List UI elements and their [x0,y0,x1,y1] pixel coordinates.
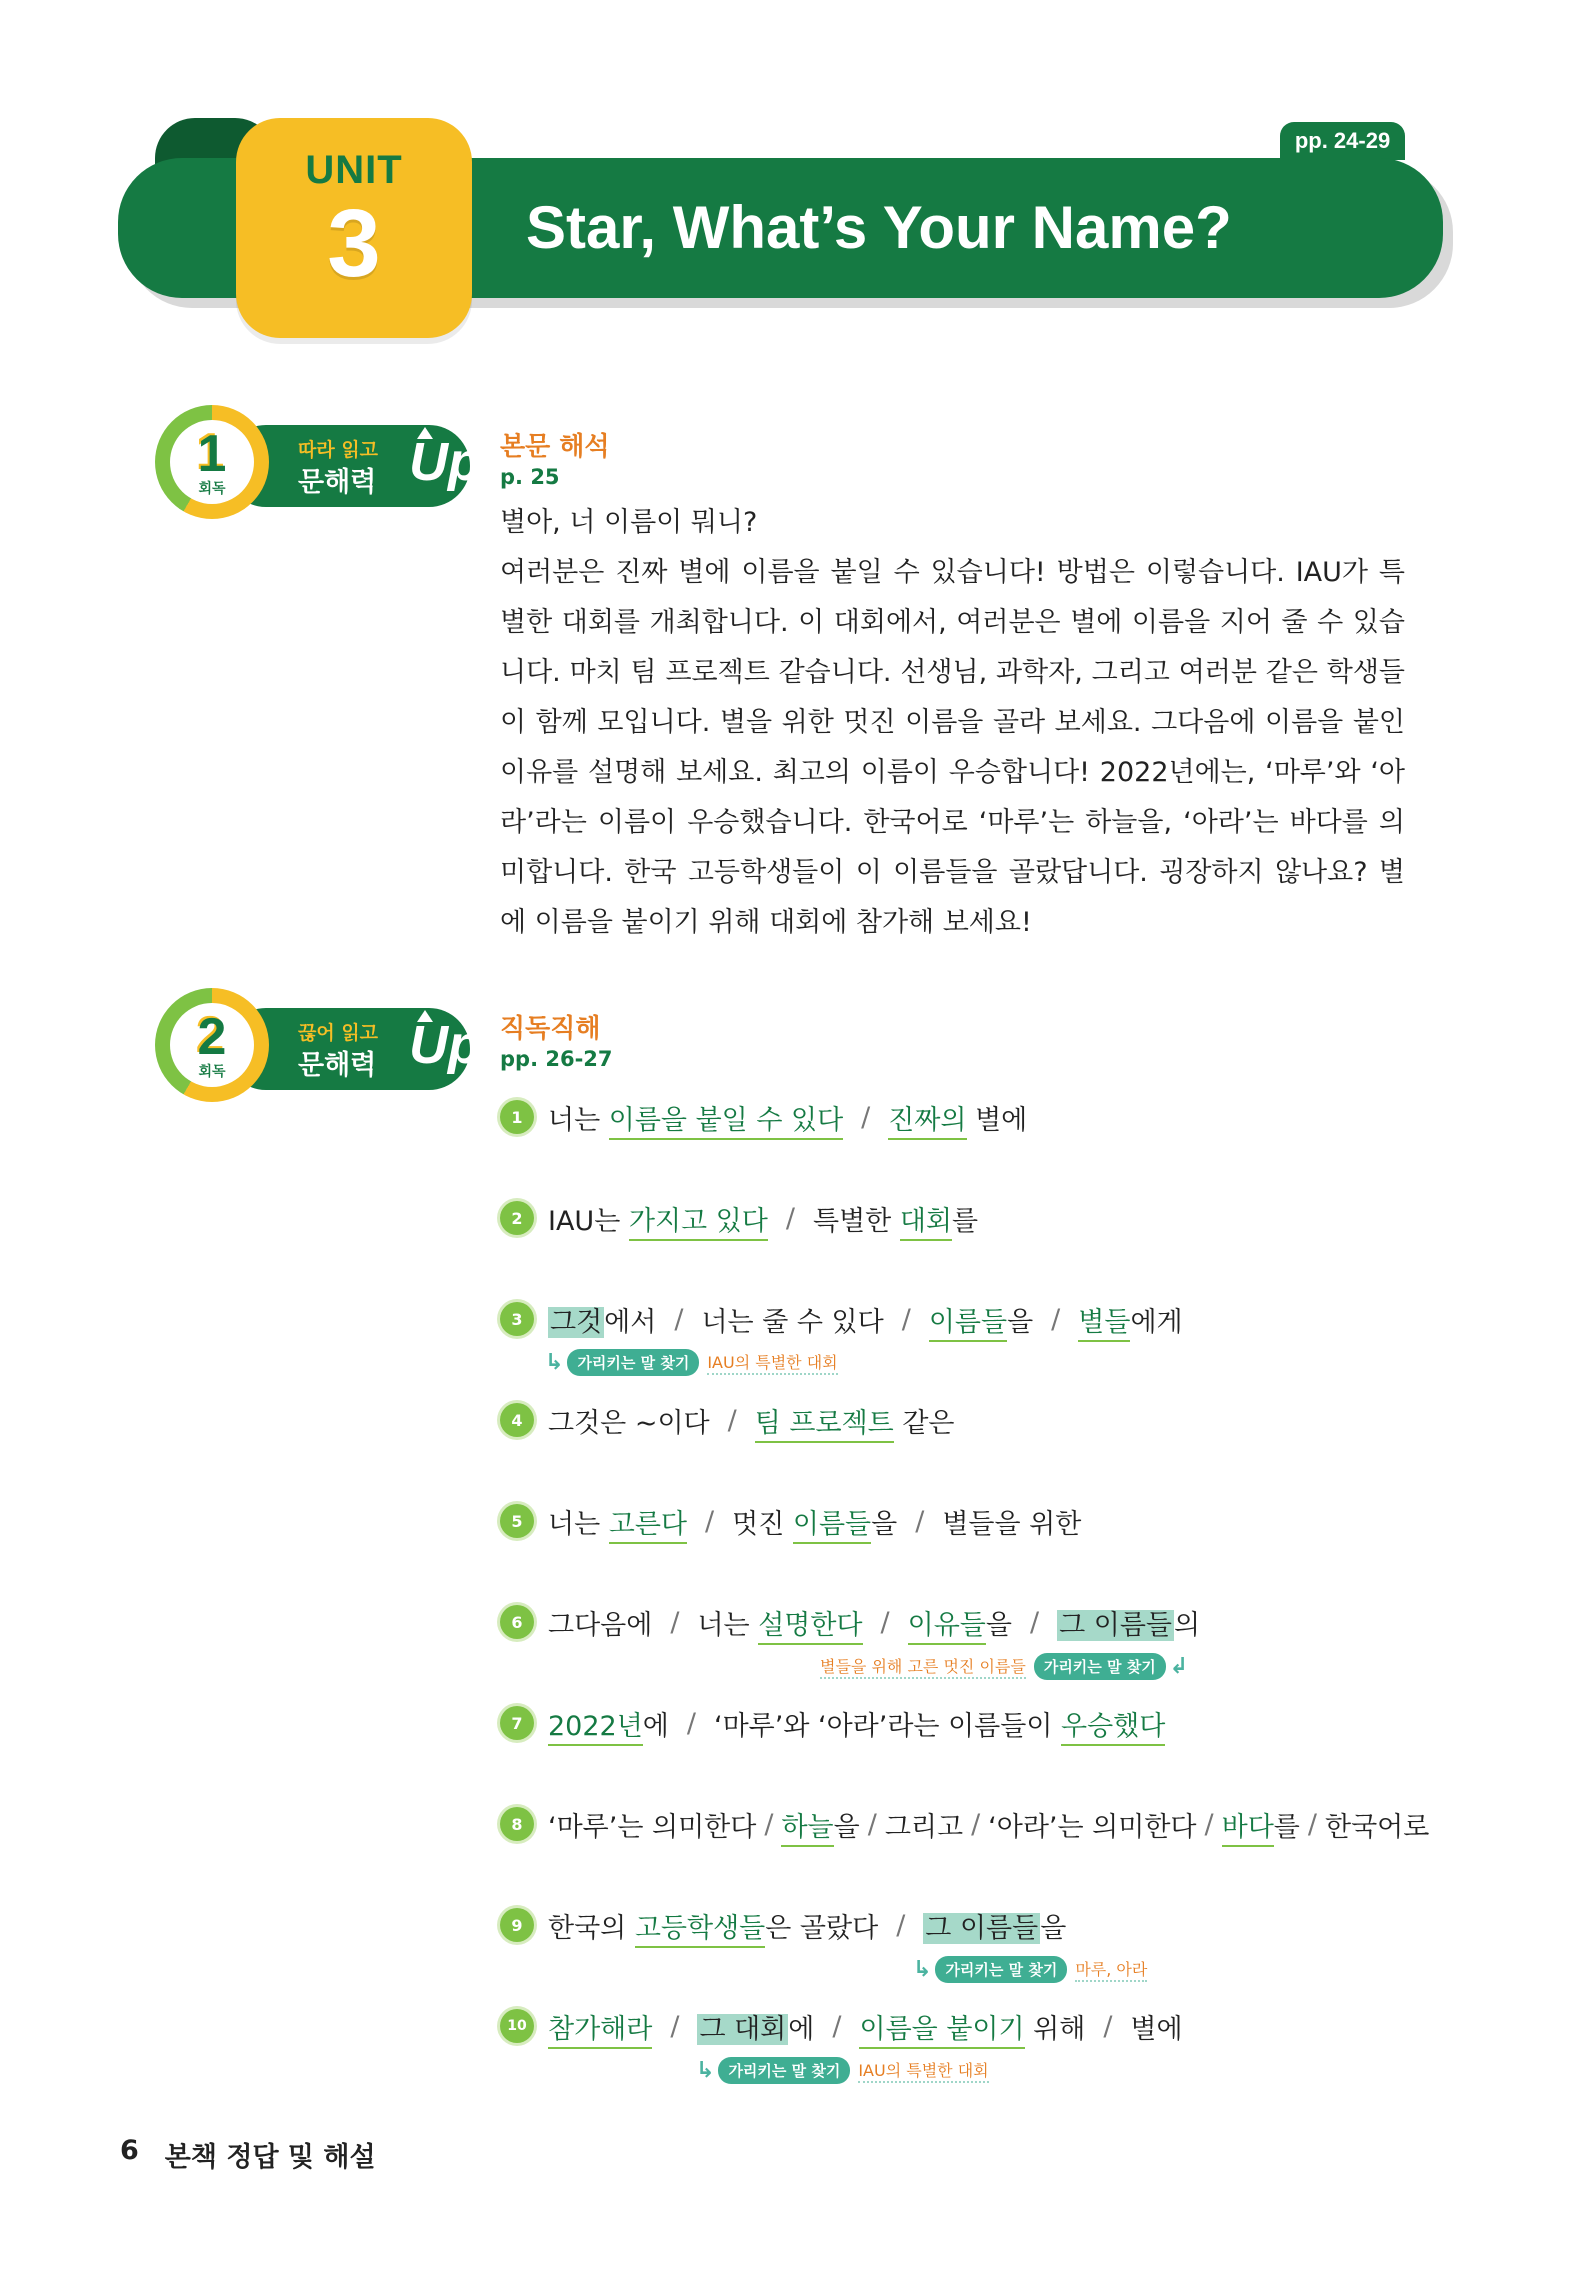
return-arrow-icon: ↳ [913,1956,932,1982]
chunk: 진짜의 별에 [888,1098,1027,1137]
slash-divider: / [764,1808,774,1840]
chunk: 한국의 고등학생들은 골랐다 [548,1906,878,1945]
chunk: 멋진 이름들을 [732,1502,897,1541]
chunk-row-3 [500,1294,1500,1344]
badge-small-text: 따라 읽고 [298,439,379,461]
chunk: 별에 [1130,2013,1183,2045]
badge-up-text: Up [409,432,481,492]
translation-body: 여러분은 진짜 별에 이름을 붙일 수 있습니다! 방법은 이렇습니다. IAU가 특별한 대회를 개최합니다. 이 대회에서, 여러분은 별에 이름을 지어 줄 수 있습니다. 마치 팀 프로젝트 같습니다. 선생님, 과학자, 그리고 여러분 같은 학생들이 함께 모입니다. 별을 위한 멋진 이름을 골라 보세요. 그다음에 이름을 붙인 이유를 설명해 보세요. 최고의 이름이 우승합니다! 2022년에는, ‘마루’와 ‘아라’라는 이름이 우승했습니다. 한국어로 ‘마루’는 하늘을, ‘아라’는 바다를 의미합니다. 한국 고등학생들이 이 이름들을 골랐답니다. 굉장하지 않나요? 별에 이름을 붙이기 위해 대회에 참가해 보세요! [500,557,1405,938]
chunk: 바다를 [1222,1805,1300,1844]
chunk: 2022년에 [548,1704,669,1743]
slash-divider: / [896,1909,906,1941]
slash-divider: / [901,1303,911,1335]
slash-divider: / [861,1101,871,1133]
footer-text: 본책 정답 및 해설 [164,2142,376,2173]
reference-note-3 [545,1348,846,1376]
chunk-row-1 [500,1092,1500,1142]
flower-number-icon: 8 [500,1807,534,1841]
chunk-row-5 [500,1496,1500,1546]
chunk-row-4 [500,1395,1500,1445]
section2-title: 직독직해 [500,1014,601,1044]
reference-tag: 가리키는 말 찾기 [718,2057,850,2084]
unit-title: Star, What’s Your Name? [526,194,1232,261]
slash-divider: / [971,1808,981,1840]
slash-divider: / [1029,1606,1040,1638]
chunk: 하늘을 [781,1805,859,1844]
page-footer [120,2135,376,2174]
flower-number-icon: 3 [500,1302,534,1336]
slash-divider: / [686,1707,696,1739]
chunk: 그 대회에 [699,2013,815,2045]
badge-big-text: 문해력 [298,1050,377,1081]
chunk: ‘아라’는 의미한다 [988,1811,1197,1843]
slash-divider: / [915,1505,925,1537]
chunk-row-9 [500,1900,1500,1950]
reference-answer: IAU의 특별한 대회 [707,1350,837,1375]
slash-divider: / [867,1808,877,1840]
flower-number-icon: 10 [500,2009,534,2043]
chunk: 별들을 위한 [942,1508,1082,1540]
reference-note-10 [696,2056,997,2084]
badge-round: 회독 [198,1064,226,1080]
page-range-badge: pp. 24-29 [1280,122,1405,160]
chunk: 그것은 ~이다 [548,1407,710,1439]
chunk: 그것에서 [550,1306,657,1338]
slash-divider: / [1307,1808,1317,1840]
section2-badge [155,988,481,1108]
chunk: 팀 프로젝트 같은 [755,1401,955,1440]
chunk: 그 이름들의 [1059,1609,1201,1641]
section1-badge [155,405,481,525]
chunk: 너는 고른다 [548,1502,687,1541]
chunk-row-6 [500,1597,1500,1647]
reference-note-6 [812,1652,1192,1680]
translation-title: 별아, 너 이름이 뭐니? [500,507,758,538]
slash-divider: / [727,1404,737,1436]
slash-divider: / [785,1202,795,1234]
return-arrow-icon: ↳ [696,2057,715,2083]
slash-divider: / [832,2010,842,2042]
chunk: 이름들을 [929,1300,1033,1339]
flower-number-icon: 9 [500,1908,534,1942]
slash-divider: / [1204,1808,1214,1840]
flower-number-icon: 1 [500,1100,534,1134]
slash-divider: / [674,1303,684,1335]
chunk: 그다음에 [548,1609,653,1641]
slash-divider: / [1103,2010,1113,2042]
slash-divider: / [880,1606,890,1638]
flower-number-icon: 2 [500,1201,534,1235]
return-arrow-icon: ↲ [1169,1653,1189,1679]
chunk: 그리고 [884,1811,964,1843]
badge-number: 1 [197,425,227,483]
reference-tag: 가리키는 말 찾기 [935,1956,1067,1983]
badge-number: 2 [197,1008,227,1066]
slash-divider: / [670,1606,680,1638]
flower-number-icon: 7 [500,1706,534,1740]
flower-number-icon: 6 [500,1605,534,1639]
flower-number-icon: 5 [500,1504,534,1538]
reference-answer: 마루, 아라 [1075,1957,1147,1982]
badge-big-text: 문해력 [298,467,377,498]
chunk-row-2 [500,1193,1500,1243]
section1-pages: p. 25 [500,465,560,489]
section1-title: 본문 해석 [500,432,610,462]
chunk: 한국어로 [1324,1811,1430,1843]
reference-note-9 [913,1955,1155,1983]
slash-divider: / [705,1505,715,1537]
reference-answer: IAU의 특별한 대회 [858,2058,988,2083]
chunk: 참가해라 [548,2007,652,2046]
reference-tag: 가리키는 말 찾기 [1034,1653,1166,1680]
chunk: 너는 이름을 붙일 수 있다 [548,1098,843,1137]
section2-pages: pp. 26-27 [500,1047,613,1071]
chunk: 너는 줄 수 있다 [701,1306,884,1338]
chunk: 너는 설명한다 [697,1603,862,1642]
unit-label: UNIT [305,148,403,192]
chunk-row-7 [500,1698,1500,1748]
badge-circle [155,988,269,1102]
chunk: 이유들을 [908,1603,1012,1642]
unit-box [236,118,472,338]
chunk: ‘마루’와 ‘아라’라는 이름들이 우승했다 [714,1704,1165,1743]
flower-number-icon: 4 [500,1403,534,1437]
slash-divider: / [670,2010,680,2042]
badge-round: 회독 [198,481,226,497]
return-arrow-icon: ↳ [545,1349,564,1375]
slash-divider: / [1051,1303,1061,1335]
reference-tag: 가리키는 말 찾기 [567,1349,699,1376]
reference-answer: 별들을 위해 고른 멋진 이름들 [820,1654,1026,1679]
badge-circle [155,405,269,519]
chunk-row-10 [500,2001,1500,2051]
unit-number: 3 [327,190,381,297]
page-number: 6 [120,2135,139,2166]
badge-small-text: 끊어 읽고 [298,1022,379,1044]
chunk-row-8 [500,1799,1500,1849]
badge-up-text: Up [409,1015,481,1075]
chunk: 특별한 대회를 [813,1199,978,1238]
chunk: 이름을 붙이기 위해 [859,2007,1085,2046]
chunk: IAU는 가지고 있다 [548,1199,768,1238]
chunk: ‘마루’는 의미한다 [548,1811,757,1843]
chunk: 별들에게 [1078,1300,1182,1339]
chunk: 그 이름들을 [925,1912,1067,1944]
